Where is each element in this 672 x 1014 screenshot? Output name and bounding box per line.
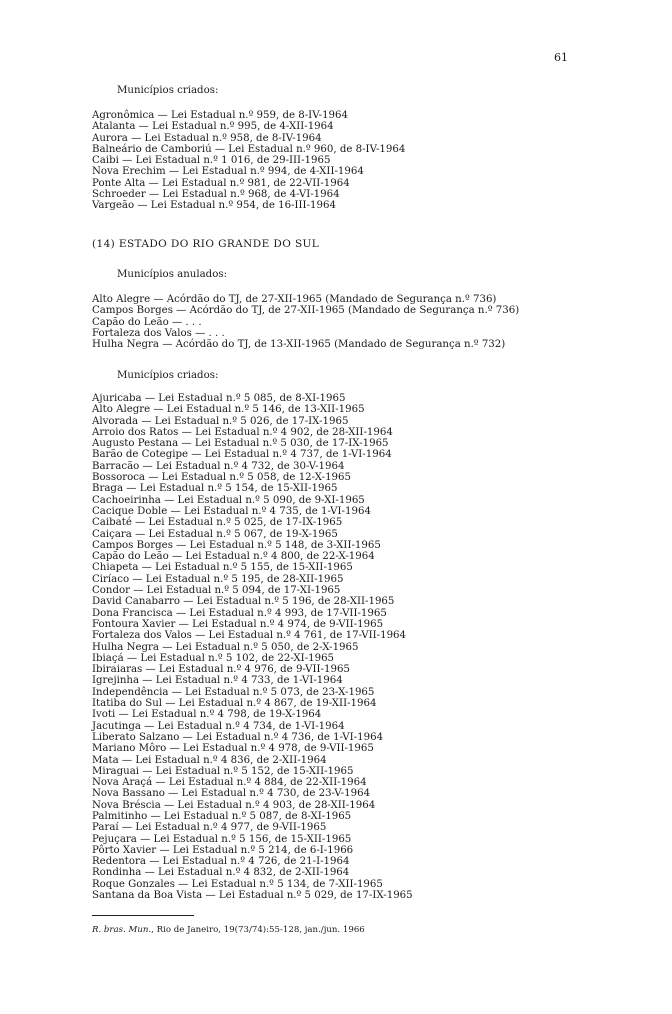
list-item: Fontoura Xavier — Lei Estadual n.º 4 974, de 9-VII-1965 (92, 618, 384, 630)
list-item: Capão do Leão — Lei Estadual n.º 4 800, de 22-X-1964 (92, 551, 375, 563)
list-item: Rondinha — Lei Estadual n.º 4 832, de 2-XII-1964 (92, 867, 350, 879)
list-item: Dona Francisca — Lei Estadual n.º 4 993, de 17-VII-1965 (92, 607, 387, 619)
list-item: Ajuricaba — Lei Estadual n.º 5 085, de 8-XI-1965 (92, 393, 346, 404)
list-item: Nova Bassano — Lei Estadual n.º 4 730, de 23-V-1964 (92, 788, 371, 800)
list-item: Santana da Boa Vista — Lei Estadual n.º 5 029, de 17-IX-1965 (92, 890, 413, 902)
list-item: Alto Alegre — Acórdão do TJ, de 27-XII-1965 (Mandado de Segurança n.º 736) (92, 294, 497, 305)
section-heading-rs: Municípios criados: (117, 370, 219, 381)
list-item: Nova Erechim — Lei Estadual n.º 994, de 4-XII-1964 (92, 166, 364, 178)
list-item: Schroeder — Lei Estadual n.º 968, de 4-VI-1964 (92, 189, 340, 201)
section-heading-sc: Municípios criados: (117, 85, 219, 96)
list-item: Ibiraiaras — Lei Estadual n.º 4 976, de 9-VII-1965 (92, 664, 350, 676)
list-item: Ibiaçá — Lei Estadual n.º 5 102, de 22-XI-1965 (92, 652, 335, 664)
list-item: Arroio dos Ratos — Lei Estadual n.º 4 902, de 28-XII-1964 (92, 426, 393, 438)
list-item: Nova Bréscia — Lei Estadual n.º 4 903, de 28-XII-1964 (92, 799, 376, 811)
list-item: Vargeão — Lei Estadual n.º 954, de 16-III-1964 (92, 200, 336, 212)
list-item: Aurora — Lei Estadual n.º 958, de 8-IV-1964 (92, 132, 322, 144)
list-item: Ivoti — Lei Estadual n.º 4 798, de 19-X-1964 (92, 709, 322, 721)
list-item: Itatiba do Sul — Lei Estadual n.º 4 867, de 19-XII-1964 (92, 698, 377, 710)
list-item: Balneário de Camboriú — Lei Estadual n.º 960, de 8-IV-1964 (92, 143, 406, 155)
list-item: Pejuçara — Lei Estadual n.º 5 156, de 15-XII-1965 (92, 833, 352, 845)
list-item: Ponte Alta — Lei Estadual n.º 981, de 22-VII-1964 (92, 177, 350, 189)
entry-list-sc (92, 110, 405, 212)
list-item: Barão de Cotegipe — Lei Estadual n.º 4 737, de 1-VI-1964 (92, 449, 392, 461)
list-item: Pôrto Xavier — Lei Estadual n.º 5 214, de 6-I-1966 (92, 844, 354, 856)
list-item: Mariano Môro — Lei Estadual n.º 4 978, de 9-VII-1965 (92, 743, 374, 755)
list-item: Hulha Negra — Acórdão do TJ, de 13-XII-1965 (Mandado de Segurança n.º 732) (92, 339, 506, 351)
list-item: Bossoroca — Lei Estadual n.º 5 058, de 12-X-1965 (92, 472, 351, 484)
list-item: Caibaté — Lei Estadual n.º 5 025, de 17-IX-1965 (92, 517, 343, 529)
list-item: Paraí — Lei Estadual n.º 4 977, de 9-VII-1965 (92, 822, 327, 834)
list-item: David Canabarro — Lei Estadual n.º 5 196, de 28-XII-1965 (92, 596, 395, 608)
footnote-text: , Rio de Janeiro, 19(73/74):55-128, jan./jun. 1966 (151, 925, 365, 935)
list-item: Cachoeirinha — Lei Estadual n.º 5 090, de 9-XI-1965 (92, 494, 365, 506)
list-item: Roque Gonzales — Lei Estadual n.º 5 134, de 7-XII-1965 (92, 878, 383, 890)
list-item: Cacique Doble — Lei Estadual n.º 4 735, de 1-VI-1964 (92, 505, 371, 517)
list-item: Atalanta — Lei Estadual n.º 995, de 4-XII-1964 (92, 121, 334, 133)
list-item: Barracão — Lei Estadual n.º 4 732, de 30-V-1964 (92, 460, 345, 472)
list-item: Liberato Salzano — Lei Estadual n.º 4 736, de 1-VI-1964 (92, 731, 384, 743)
list-item: Braga — Lei Estadual n.º 5 154, de 15-XII-1965 (92, 483, 338, 495)
list-item: Igrejinha — Lei Estadual n.º 4 733, de 1-VI-1964 (92, 675, 343, 687)
list-item: Agronômica — Lei Estadual n.º 959, de 8-IV-1964 (92, 110, 348, 121)
section-heading-annulled: Municípios anulados: (117, 269, 227, 280)
list-item: Chiapeta — Lei Estadual n.º 5 155, de 15-XII-1965 (92, 562, 353, 574)
list-item: Campos Borges — Acórdão do TJ, de 27-XII-1965 (Mandado de Segurança n.º 736) (92, 305, 520, 317)
state-heading: (14) ESTADO DO RIO GRANDE DO SUL (92, 238, 320, 250)
footnote-journal: R. bras. Mun. (92, 925, 152, 935)
list-item: Palmitinho — Lei Estadual n.º 5 087, de 8-XI-1965 (92, 810, 352, 822)
list-item: Jacutinga — Lei Estadual n.º 4 734, de 1-VI-1964 (92, 720, 345, 732)
footnote-rule (92, 915, 194, 916)
list-item: Independência — Lei Estadual n.º 5 073, de 23-X-1965 (92, 686, 375, 698)
footnote (92, 925, 365, 935)
list-item: Fortaleza dos Valos — Lei Estadual n.º 4 761, de 17-VII-1964 (92, 630, 407, 642)
list-item: Alto Alegre — Lei Estadual n.º 5 146, de 13-XII-1965 (92, 404, 365, 416)
entry-list-rs (92, 393, 413, 901)
page-number: 61 (554, 51, 568, 64)
list-item: Condor — Lei Estadual n.º 5 094, de 17-XI-1965 (92, 585, 341, 597)
list-item: Alvorada — Lei Estadual n.º 5 026, de 17-IX-1965 (92, 415, 349, 427)
list-item: Miraguai — Lei Estadual n.º 5 152, de 15-XII-1965 (92, 765, 354, 777)
list-item: Ciríaco — Lei Estadual n.º 5 195, de 28-XII-1965 (92, 573, 344, 585)
list-item: Mata — Lei Estadual n.º 4 836, de 2-XII-1964 (92, 754, 327, 766)
list-item: Fortaleza dos Valos — . . . (92, 327, 225, 339)
entry-list-annulled (92, 294, 519, 350)
list-item: Caibi — Lei Estadual n.º 1 016, de 29-III-1965 (92, 155, 331, 167)
list-item: Caiçara — Lei Estadual n.º 5 067, de 19-X-1965 (92, 528, 338, 540)
list-item: Augusto Pestana — Lei Estadual n.º 5 030, de 17-IX-1965 (92, 438, 389, 450)
list-item: Redentora — Lei Estadual n.º 4 726, de 21-I-1964 (92, 856, 350, 868)
list-item: Capão do Leão — . . . (92, 316, 202, 328)
list-item: Nova Araçá — Lei Estadual n.º 4 884, de 22-XII-1964 (92, 777, 367, 789)
list-item: Campos Borges — Lei Estadual n.º 5 148, de 3-XII-1965 (92, 539, 381, 551)
list-item: Hulha Negra — Lei Estadual n.º 5 050, de 2-X-1965 (92, 641, 359, 653)
